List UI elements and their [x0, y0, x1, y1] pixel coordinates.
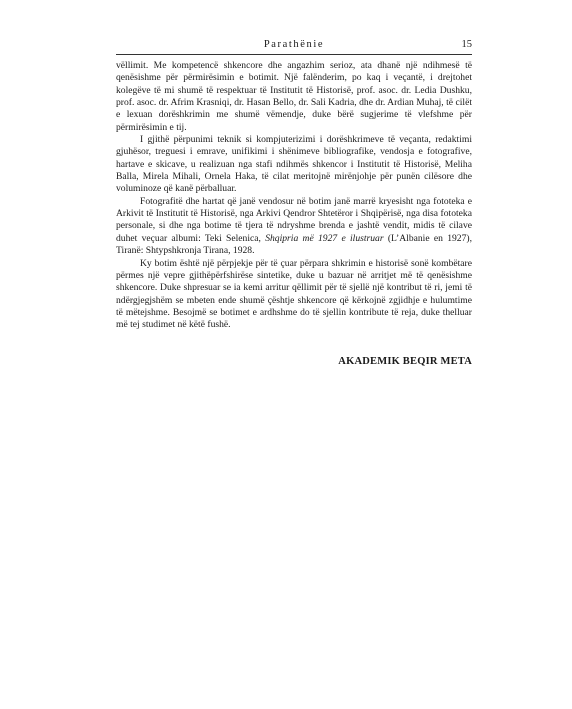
paragraph-continuation: vëllimit. Me kompetencë shkencore dhe angazhim serioz, ata dhanë një ndihmesë të qenësishme për përmirësimin e botimit. Një falënderim, po kaq i veçantë, i drejtohet kolegëve të mi shumë të respektuar të Institutit të Historisë, prof. asoc. dr. Ledia Dushku, prof. asoc. dr. Afrim Krasniqi, dr. Hasan Bello, dr. Sali Kadria, dhe dr. Ardian Muhaj, të cilët e lexuan dorëshkrimin me shumë vëmendje, duke bërë sugjerime të vlefshme për përmirësimin e tij.: [116, 60, 472, 133]
album-title: Shqipria më 1927 e ilustruar: [265, 232, 384, 244]
running-title: Parathënie: [263, 39, 325, 50]
body-text: [116, 60, 472, 332]
author-signature: AKADEMIK BEQIR META: [338, 356, 472, 367]
paragraph-technical-staff: I gjithë përpunimi teknik si kompjuterizimi i dorëshkrimeve të veçanta, redaktimi gjuhësor, treguesi i emrave, unifikimi i shënimeve bibliografike, vendosja e fotografive, hartave e skicave, u realizuan nga stafi ndihmës shkencor i Institutit të Historisë, Meliha Balla, Mirela Mihali, Ornela Haka, të cilat meritojnë mirënjohje për punën cilësore dhe voluminoze që kanë përballuar.: [116, 134, 472, 195]
page-number: 15: [461, 39, 472, 50]
paragraph-photographs: [116, 196, 472, 258]
photographs-text-after: (L’Albanie en 1927), Tiranë: Shtypshkronja Tirana, 1928.: [116, 232, 472, 257]
paragraph-conclusion: Ky botim është një përpjekje për të çuar përpara shkrimin e historisë sonë kombëtare përmes një vepre gjithëpërfshirëse sintetike, duke u bazuar në arritjet më të qenësishme shkencore. Duke shpresuar se ia kemi arritur qëllimit për të sjellë një kontribut të ri, jemi të ndërgjegjshëm se mbeten ende shumë çështje shkencore që kërkojnë zgjidhje e hulumtime të mëtejshme. Besojmë se botimet e ardhshme do të sjellin kontribute të reja, duke thelluar më tej studimet në këtë fushë.: [116, 257, 472, 331]
photographs-text-before: Fotografitë dhe hartat që janë vendosur në botim janë marrë kryesisht nga fototeka e Arkivit të Institutit të Historisë, nga Arkivi Qendror Shtetëror i Shqipërisë, nga disa fototeka personale, si dhe nga botime të tjera të ndryshme brenda e jashtë vendit, midis të cilave duhet veçuar albumi: Teki Selenica,: [116, 195, 472, 244]
running-header: [116, 38, 472, 55]
